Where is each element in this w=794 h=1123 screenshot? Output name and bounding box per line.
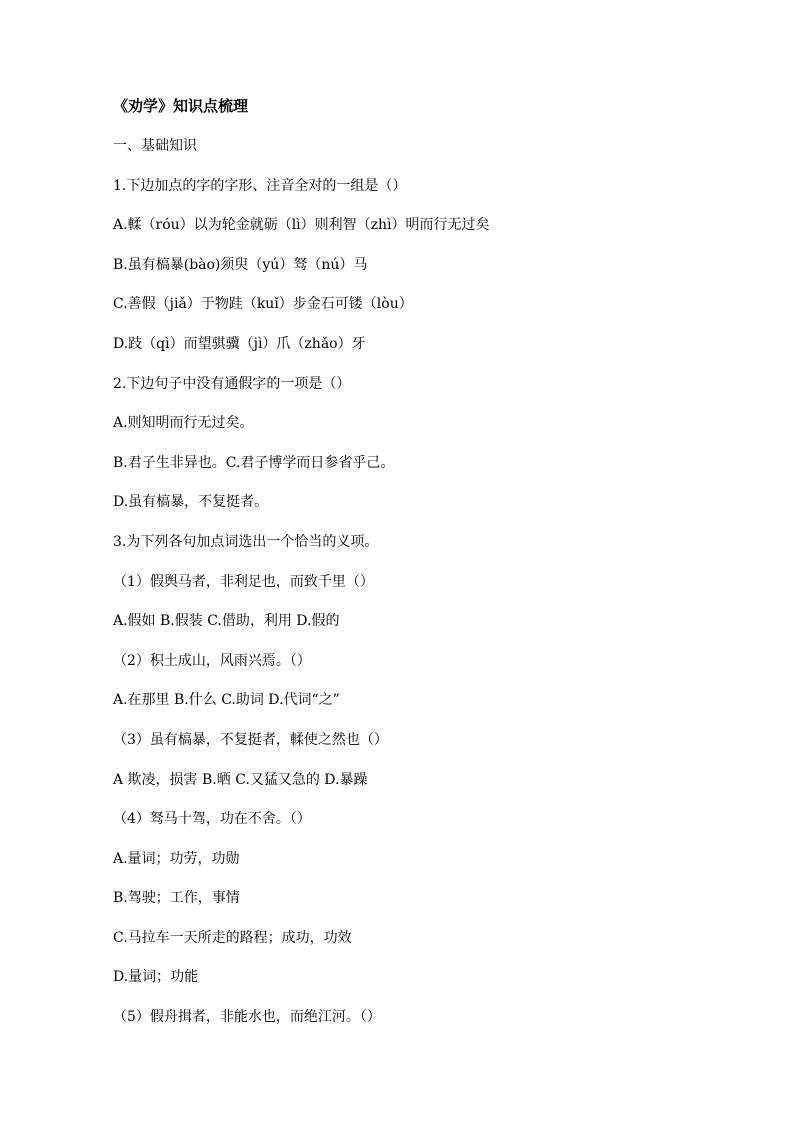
question-3-item-1: （1）假舆马者，非利足也，而致千里（）: [113, 573, 374, 590]
question-1-option-c: C.善假（jiǎ）于物跬（kuǐ）步金石可镂（lòu）: [113, 296, 413, 313]
question-3-item-4: （4）驽马十驾，功在不舍。（）: [113, 811, 311, 828]
document-body: [113, 135, 733, 1046]
question-1-option-d: D.跂（qì）而望骐骥（jì）爪（zhǎo）牙: [113, 335, 366, 352]
question-3-item-3-options: A 欺凌，损害 B.晒 C.又猛又急的 D.暴躁: [113, 771, 368, 788]
question-2-option-b-c: B.君子生非异也。C.君子博学而日参省乎己。: [113, 454, 395, 471]
question-2: 2.下边句子中没有通假字的一项是（）: [113, 375, 351, 392]
question-3-item-4-option-c: C.马拉车一天所走的路程；成功，功效: [113, 929, 352, 946]
section-heading-basic-knowledge: 一、基础知识: [113, 138, 197, 154]
question-3-item-4-option-d: D.量词；功能: [113, 969, 199, 986]
question-1-option-b: B.虽有槁暴(bào)须臾（yú）驽（nú）马: [113, 256, 368, 273]
question-1: 1.下边加点的字的字形、注音全对的一组是（）: [113, 177, 407, 194]
question-3-item-2-options: A.在那里 B.什么 C.助词 D.代词“之”: [113, 692, 340, 709]
question-3-item-4-option-a: A.量词；功劳，功勋: [113, 850, 240, 867]
question-3-item-1-options: A.假如 B.假装 C.借助，利用 D.假的: [113, 613, 340, 630]
question-2-option-a: A.则知明而行无过矣。: [113, 415, 254, 432]
document-title: 《劝学》知识点梳理: [113, 97, 249, 115]
question-3-item-2: （2）积土成山，风雨兴焉。（）: [113, 652, 311, 669]
question-3-item-3: （3）虽有槁暴，不复挺者，輮使之然也（）: [113, 731, 388, 748]
question-3-item-5: （5）假舟揖者，非能水也，而绝江河。（）: [113, 1009, 381, 1026]
question-3-item-4-option-b: B.驾驶；工作，事情: [113, 890, 240, 907]
question-3: 3.为下列各句加点词选出一个恰当的义项。: [113, 533, 379, 550]
question-2-option-d: D.虽有槁暴，不复挺者。: [113, 494, 269, 511]
question-1-option-a: A.輮（róu）以为轮金就砺（lì）则利智（zhì）明而行无过矣: [113, 217, 490, 234]
